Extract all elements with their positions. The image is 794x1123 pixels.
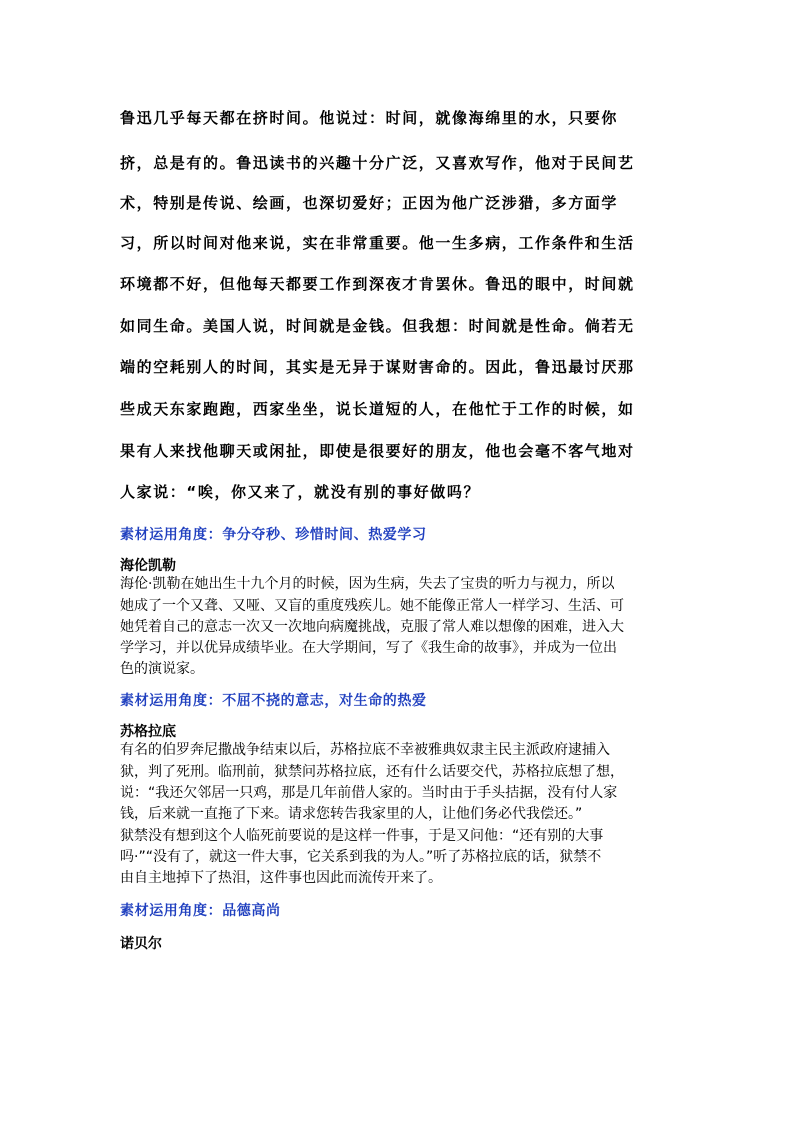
paragraph-line: 挤，总是有的。鲁迅读书的兴趣十分广泛，又喜欢写作，他对于民间艺	[120, 154, 635, 172]
paragraph-line: 学学习，并以优异成绩毕业。在大学期间，写了《我生命的故事》，并成为一位出	[120, 640, 617, 656]
paragraph-line: 她成了一个又聋、又哑、又盲的重度残疾儿。她不能像正常人一样学习、生活、可	[120, 598, 624, 614]
paragraph-line: 术，特别是传说、绘画，也深切爱好；正因为他广泛涉猎，多方面学	[120, 194, 619, 212]
paragraph-line: 吗·”“没有了，就这一件大事，它关系到我的为人。”听了苏格拉底的话，狱禁不	[120, 849, 602, 865]
material-name: 诺贝尔	[120, 936, 162, 952]
paragraph-line: 钱，后来就一直拖了下来。请求您转告我家里的人，让他们务必代我偿还。”	[120, 806, 583, 822]
paragraph-line: 有名的伯罗奔尼撒战争结束以后，苏格拉底不幸被雅典奴隶主民主派政府逮捕入	[120, 742, 610, 758]
material-name: 苏格拉底	[120, 724, 176, 740]
paragraph-line: 她凭着自己的意志一次又一次地向病魔挑战，克服了常人难以想像的困难，进入大	[120, 619, 624, 635]
paragraph-line: 鲁迅几乎每天都在挤时间。他说过：时间，就像海绵里的水，只要你	[120, 109, 619, 127]
paragraph-line: 色的演说家。	[120, 661, 204, 677]
paragraph-line: 海伦·凯勒在她出生十九个月的时候，因为生病，失去了宝贵的听力与视力，所以	[120, 576, 615, 592]
material-name: 海伦凯勒	[120, 558, 176, 574]
paragraph-line: 环境都不好，但他每天都要工作到深夜才肯罢休。鲁迅的眼中，时间就	[120, 275, 635, 293]
usage-angle-heading: 素材运用角度：品德高尚	[120, 903, 281, 919]
paragraph-line: 说：“我还欠邻居一只鸡，那是几年前借人家的。当时由于手头拮据，没有付人家	[120, 785, 618, 801]
paragraph-line: 狱禁没有想到这个人临死前要说的是这样一件事，于是又问他：“还有别的大事	[120, 828, 604, 844]
paragraph-line: 狱，判了死刑。临刑前，狱禁问苏格拉底，还有什么话要交代，苏格拉底想了想，	[120, 764, 624, 780]
paragraph-line: 果有人来找他聊天或闲扯，即使是很要好的朋友，他也会毫不客气地对	[120, 442, 635, 460]
paragraph-line: 如同生命。美国人说，时间就是金钱。但我想：时间就是性命。倘若无	[120, 317, 635, 335]
paragraph-line: 人家说：“唉，你又来了，就没有别的事好做吗？	[120, 483, 481, 501]
paragraph-line: 端的空耗别人的时间，其实是无异于谋财害命的。因此，鲁迅最讨厌那	[120, 358, 635, 376]
paragraph-line: 习，所以时间对他来说，实在非常重要。他一生多病，工作条件和生活	[120, 234, 635, 252]
usage-angle-heading: 素材运用角度：争分夺秒、珍惜时间、热爱学习	[120, 527, 427, 543]
paragraph-line: 些成天东家跑跑，西家坐坐，说长道短的人，在他忙于工作的时候，如	[120, 400, 635, 418]
paragraph-line: 由自主地掉下了热泪，这件事也因此而流传开来了。	[120, 870, 442, 886]
usage-angle-heading: 素材运用角度：不屈不挠的意志，对生命的热爱	[120, 693, 427, 709]
